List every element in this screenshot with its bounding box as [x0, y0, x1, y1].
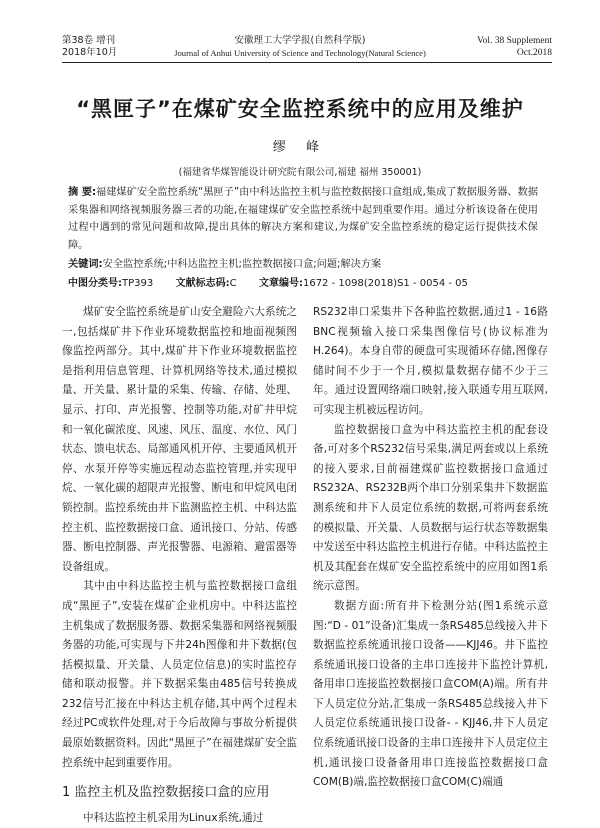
- article-affiliation: (福建省华煤智能设计研究院有限公司,福建 福州 350001): [178, 167, 422, 178]
- header-vol-en: Vol. 38 Supplement: [476, 36, 552, 46]
- header-date: 2018年10月: [62, 47, 118, 58]
- article-no-value: 1672 - 1098(2018)S1 - 0054 - 05: [302, 278, 468, 289]
- doc-code-label: 文献标志码:: [175, 278, 230, 289]
- header-volume: 第38卷 增刊: [62, 35, 116, 46]
- clc-value: TP393: [122, 278, 154, 289]
- abstract: [68, 184, 538, 254]
- classification-line: [68, 274, 538, 289]
- header-date-en: Oct.2018: [516, 48, 552, 58]
- doc-code-value: C: [229, 278, 237, 289]
- clc-label: 中图分类号:: [68, 278, 122, 289]
- keywords-text: 安全监控系统;中科达监控主机;监控数据接口盒;问题;解决方案: [102, 259, 382, 270]
- keywords-label: 关键词:: [68, 259, 103, 270]
- header-rule: [62, 62, 552, 63]
- right-paragraph-2: 监控数据接口盒为中科达监控主机的配套设备,可对多个RS232信号采集,满足两套或以上系统的接入要求,目前福建煤矿监控数据接口盒通过RS232A、RS232B两个串口分别采集井下数据监测系统和井下人员定位系统的数据,可将两套系统的模拟量、开关量、人员数据与运行状态等数据集中发送至中科达监控主机进行存储。中科达监控主机及其配套在煤矿安全监控系统中的应用如图1系统示意图。: [313, 423, 548, 593]
- left-paragraph-2: 其中由中科达监控主机与监控数据接口盒组成“黑匣子”,安装在煤矿企业机房中。中科达监控主机集成了数据服务器、数据采集器和网络视频服务器的功能,可实现与下井24h图像和井下数据(包括模拟量、开关量、人员定位信息)的实时监控存储和联动报警。并下数据采集由485信号转换成232信号汇接在中科达主机存储,其中两个过程未经过PC或软件处理,对于今后故障与事故分析提供最原始数据资料。因此“黑匣子”在福建煤矿安全监控系统中起到重要作用。: [62, 580, 297, 769]
- abstract-label: 摘 要:: [68, 187, 97, 198]
- right-column: [313, 303, 548, 793]
- header-journal-en: Journal of Anhui University of Science and Technology(Natural Science): [174, 48, 426, 58]
- left-column: [62, 303, 297, 828]
- section-1-title: 1 监控主机及监控数据接口盒的应用: [62, 785, 270, 801]
- article-author: 缪 峰: [272, 140, 328, 155]
- abstract-text: 福建煤矿安全监控系统“黑匣子”由中科达监控主机与监控数据接口盒组成,集成了数据服务器、数据采集器和网络视频服务器三者的功能,在福建煤矿安全监控系统中起到重要作用。通过分析该设备在使用过程中遇到的常见问题和故障,提出具体的解决方案和建议,为煤矿安全监控系统的稳定运行提供技术保障。: [68, 187, 539, 251]
- keywords: [68, 256, 538, 274]
- left-paragraph-3: 中科达监控主机采用为Linux系统,通过: [83, 811, 264, 824]
- header-journal-cn: 安徽理工大学学报(自然科学版): [234, 35, 366, 46]
- right-paragraph-3: 数据方面:所有井下检测分站(图1系统示意图:“D - 01”设备)汇集成一条RS485总线接入井下数据监控系统通讯接口设备——KJJ46。井下监控系统通讯接口设备的主串口连接井下监控计算机,备用串口连接监控数据接口盒COM(A)端。所有井下人员定位分站,汇集成一条RS485总线接入井下人员定位系统通讯接口设备- - KJJ46,井下人员定位系统通讯接口设备的主串口连接井下人员定位主机,通讯接口设备备用串口连接监控数据接口盒COM(B)端,监控数据接口盒COM(C)端通: [313, 599, 548, 789]
- article-title: “黑匣子”在煤矿安全监控系统中的应用及维护: [76, 97, 524, 121]
- left-paragraph-1: 煤矿安全监控系统是矿山安全避险六大系统之一,包括煤矿井下作业环境数据监控和地面视频图像监控两部分。其中,煤矿井下作业环境数据监控是指利用信息管理、计算机网络等技术,通过模拟量、开关量、累计量的采集、传输、存储、处理、显示、打印、声光报警、控制等功能,对矿井甲烷和一氧化碳浓度、风速、风压、温度、水位、风门状态、馈电状态、局部通风机开停、主要通风机开停、水泵开停等实施远程动态监控管理,并实现甲烷、一氧化碳的超限声光报警、断电和甲烷风电闭锁控制。监控系统由井下监测监控主机、中科达监控主机、监控数据接口盒、通讯接口、分站、传感器、断电控制器、声光报警器、电源箱、避雷器等设备组成。: [62, 306, 297, 573]
- article-no-label: 文章编号:: [258, 278, 303, 289]
- right-paragraph-1: RS232串口采集井下各种监控数据,通过1 - 16路BNC视频输入接口采集图像信号(协议标准为H.264)。本身自带的硬盘可实现循环存储,图像存储时间不少于一个月,模拟量数据存储不少于三年。通过设置网络端口映射,接入联通专用互联网,可实现主机被远程访问。: [313, 306, 548, 416]
